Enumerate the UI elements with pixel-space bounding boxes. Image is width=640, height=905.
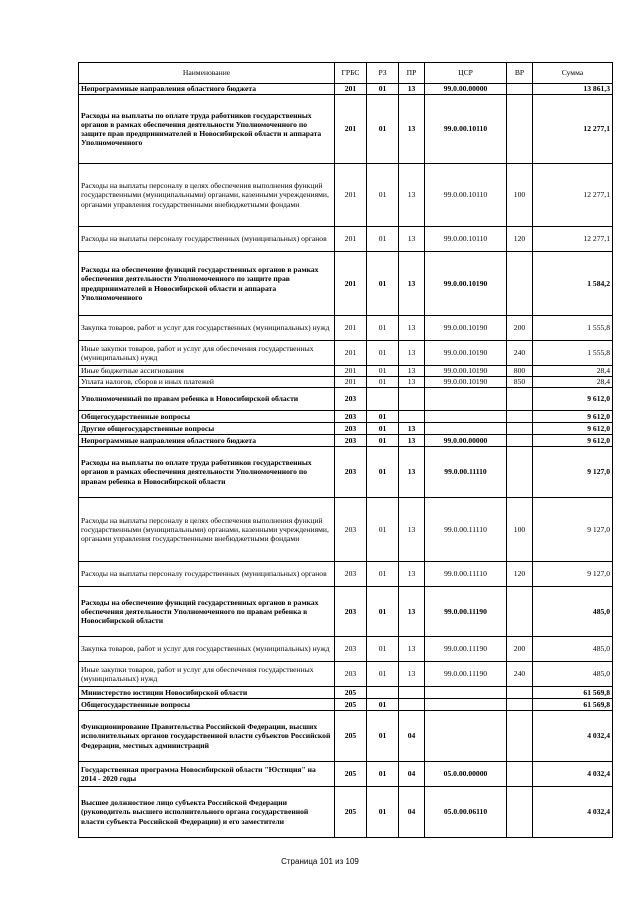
cell-grbs: 205 (335, 762, 367, 787)
cell-vr: 240 (507, 341, 533, 366)
cell-sum: 28,4 (533, 377, 613, 388)
cell-csr (425, 423, 507, 435)
cell-vr (507, 411, 533, 423)
cell-name: Расходы на выплаты персоналу государственных (муниципальных) органов (79, 562, 335, 587)
cell-sum: 4 032,4 (533, 711, 613, 762)
cell-vr (507, 435, 533, 447)
cell-name: Иные закупки товаров, работ и услуг для обеспечения государственных (муниципальных) нужд (79, 341, 335, 366)
page-footer: Страница 101 из 109 (281, 857, 359, 866)
cell-rz: 01 (367, 377, 399, 388)
cell-sum: 12 277,1 (533, 95, 613, 164)
cell-sum: 4 032,4 (533, 762, 613, 787)
cell-name: Закупка товаров, работ и услуг для государственных (муниципальных) нужд (79, 316, 335, 341)
table-row (79, 388, 613, 411)
cell-name: Расходы на выплаты по оплате труда работников государственных органов в рамках обеспечения деятельности Уполномоченного по защите прав предпринимателей в Новосибирской области и аппарата Уполномоченного (79, 95, 335, 164)
cell-csr: 99.0.00.11110 (425, 562, 507, 587)
table-header-row (79, 63, 613, 84)
cell-rz: 01 (367, 164, 399, 227)
cell-rz: 01 (367, 95, 399, 164)
cell-sum: 12 277,1 (533, 227, 613, 252)
cell-sum: 1 584,2 (533, 252, 613, 316)
cell-sum: 9 612,0 (533, 435, 613, 447)
table-row (79, 435, 613, 447)
cell-pr: 13 (399, 84, 425, 95)
cell-grbs: 201 (335, 341, 367, 366)
header-name: Наименование (79, 63, 335, 84)
cell-rz: 01 (367, 498, 399, 562)
table-row (79, 164, 613, 227)
table-row (79, 423, 613, 435)
cell-csr: 99.0.00.10190 (425, 377, 507, 388)
cell-grbs: 201 (335, 252, 367, 316)
cell-rz: 01 (367, 711, 399, 762)
cell-pr: 13 (399, 498, 425, 562)
cell-pr: 13 (399, 447, 425, 498)
cell-rz: 01 (367, 637, 399, 662)
cell-sum: 28,4 (533, 366, 613, 377)
cell-pr: 13 (399, 662, 425, 687)
cell-pr: 13 (399, 366, 425, 377)
cell-csr (425, 411, 507, 423)
cell-rz: 01 (367, 341, 399, 366)
cell-sum: 9 127,0 (533, 562, 613, 587)
cell-csr: 05.0.00.00000 (425, 762, 507, 787)
cell-csr: 99.0.00.11190 (425, 587, 507, 637)
cell-grbs: 203 (335, 435, 367, 447)
cell-rz: 01 (367, 316, 399, 341)
table-row (79, 587, 613, 637)
cell-vr (507, 711, 533, 762)
cell-grbs: 203 (335, 587, 367, 637)
cell-pr: 13 (399, 435, 425, 447)
cell-sum: 61 569,8 (533, 699, 613, 711)
cell-name: Общегосударственные вопросы (79, 699, 335, 711)
cell-csr: 99.0.00.10190 (425, 366, 507, 377)
budget-table (78, 62, 613, 838)
cell-csr: 99.0.00.00000 (425, 84, 507, 95)
table-row (79, 787, 613, 838)
cell-rz: 01 (367, 423, 399, 435)
cell-name: Расходы на выплаты персоналу в целях обеспечения выполнения функций государственными (муниципальными) органами, казенными учреждениями, органами управления государственными внебюджетными фондами (79, 164, 335, 227)
cell-pr: 04 (399, 711, 425, 762)
cell-csr: 05.0.00.06110 (425, 787, 507, 838)
cell-csr: 99.0.00.11190 (425, 637, 507, 662)
table-row (79, 662, 613, 687)
cell-rz: 01 (367, 447, 399, 498)
cell-vr (507, 687, 533, 699)
cell-grbs: 203 (335, 662, 367, 687)
cell-vr (507, 762, 533, 787)
table-row (79, 252, 613, 316)
cell-sum: 12 277,1 (533, 164, 613, 227)
cell-name: Закупка товаров, работ и услуг для государственных (муниципальных) нужд (79, 637, 335, 662)
cell-grbs: 203 (335, 411, 367, 423)
cell-name: Расходы на выплаты персоналу в целях обеспечения выполнения функций государственными (муниципальными) органами, казенными учреждениями, органами управления государственными внебюджетными фондами (79, 498, 335, 562)
table-row (79, 447, 613, 498)
cell-vr: 100 (507, 164, 533, 227)
cell-name: Высшее должностное лицо субъекта Российской Федерации (руководитель высшего исполнительного органа государственной власти субъекта Российской Федерации) и его заместители (79, 787, 335, 838)
cell-grbs: 203 (335, 637, 367, 662)
table-row (79, 687, 613, 699)
cell-vr (507, 95, 533, 164)
cell-rz (367, 388, 399, 411)
cell-vr (507, 84, 533, 95)
cell-rz: 01 (367, 662, 399, 687)
cell-rz: 01 (367, 435, 399, 447)
cell-grbs: 201 (335, 366, 367, 377)
cell-grbs: 203 (335, 388, 367, 411)
cell-pr: 13 (399, 227, 425, 252)
cell-name: Иные бюджетные ассигнования (79, 366, 335, 377)
cell-grbs: 203 (335, 562, 367, 587)
cell-name: Министерство юстиции Новосибирской области (79, 687, 335, 699)
cell-name: Уполномоченный по правам ребенка в Новосибирской области (79, 388, 335, 411)
cell-csr: 99.0.00.10110 (425, 95, 507, 164)
cell-pr: 13 (399, 377, 425, 388)
cell-grbs: 201 (335, 95, 367, 164)
cell-sum: 9 127,0 (533, 447, 613, 498)
cell-sum: 61 569,8 (533, 687, 613, 699)
cell-vr: 120 (507, 227, 533, 252)
table-row (79, 316, 613, 341)
table-row (79, 562, 613, 587)
cell-csr: 99.0.00.11110 (425, 498, 507, 562)
cell-name: Непрограммные направления областного бюджета (79, 435, 335, 447)
cell-csr: 99.0.00.10190 (425, 341, 507, 366)
cell-vr (507, 787, 533, 838)
header-grbs: ГРБС (335, 63, 367, 84)
cell-grbs: 203 (335, 447, 367, 498)
cell-sum: 13 861,3 (533, 84, 613, 95)
cell-grbs: 205 (335, 699, 367, 711)
cell-rz: 01 (367, 366, 399, 377)
cell-grbs: 201 (335, 227, 367, 252)
table-row (79, 711, 613, 762)
cell-vr: 200 (507, 637, 533, 662)
cell-pr: 13 (399, 316, 425, 341)
cell-pr: 13 (399, 341, 425, 366)
cell-sum: 1 555,8 (533, 341, 613, 366)
cell-sum: 485,0 (533, 587, 613, 637)
cell-rz: 01 (367, 699, 399, 711)
cell-rz: 01 (367, 411, 399, 423)
header-rz: РЗ (367, 63, 399, 84)
header-vr: ВР (507, 63, 533, 84)
cell-name: Расходы на обеспечение функций государственных органов в рамках обеспечения деятельности Уполномоченного по правам ребенка в Новосибирской области (79, 587, 335, 637)
table-row (79, 762, 613, 787)
cell-sum: 9 612,0 (533, 411, 613, 423)
cell-sum: 485,0 (533, 637, 613, 662)
cell-pr: 13 (399, 252, 425, 316)
cell-sum: 9 127,0 (533, 498, 613, 562)
cell-rz (367, 687, 399, 699)
table-row (79, 227, 613, 252)
cell-rz: 01 (367, 84, 399, 95)
cell-pr: 13 (399, 637, 425, 662)
cell-pr (399, 411, 425, 423)
cell-name: Расходы на выплаты по оплате труда работников государственных органов в рамках обеспечения деятельности Уполномоченного по правам ребенка в Новосибирской области (79, 447, 335, 498)
cell-csr (425, 699, 507, 711)
cell-csr: 99.0.00.10110 (425, 164, 507, 227)
cell-name: Расходы на обеспечение функций государственных органов в рамках обеспечения деятельности Уполномоченного по защите прав предпринимателей в Новосибирской области и аппарата Уполномоченного (79, 252, 335, 316)
cell-pr (399, 687, 425, 699)
cell-csr: 99.0.00.10110 (425, 227, 507, 252)
cell-name: Другие общегосударственные вопросы (79, 423, 335, 435)
cell-vr (507, 252, 533, 316)
cell-grbs: 205 (335, 787, 367, 838)
cell-grbs: 203 (335, 498, 367, 562)
cell-vr: 850 (507, 377, 533, 388)
cell-rz: 01 (367, 787, 399, 838)
cell-vr (507, 699, 533, 711)
cell-name: Непрограммные направления областного бюджета (79, 84, 335, 95)
cell-vr: 100 (507, 498, 533, 562)
cell-name: Государственная программа Новосибирской области "Юстиция" на 2014 - 2020 годы (79, 762, 335, 787)
cell-grbs: 205 (335, 687, 367, 699)
cell-csr (425, 388, 507, 411)
cell-name: Расходы на выплаты персоналу государственных (муниципальных) органов (79, 227, 335, 252)
cell-csr: 99.0.00.10190 (425, 252, 507, 316)
header-pr: ПР (399, 63, 425, 84)
cell-csr (425, 687, 507, 699)
cell-rz: 01 (367, 252, 399, 316)
cell-name: Общегосударственные вопросы (79, 411, 335, 423)
cell-grbs: 203 (335, 423, 367, 435)
cell-pr: 13 (399, 587, 425, 637)
cell-pr (399, 388, 425, 411)
cell-vr (507, 423, 533, 435)
cell-rz: 01 (367, 227, 399, 252)
cell-vr: 240 (507, 662, 533, 687)
cell-vr: 120 (507, 562, 533, 587)
header-sum: Сумма (533, 63, 613, 84)
cell-csr: 99.0.00.00000 (425, 435, 507, 447)
cell-grbs: 205 (335, 711, 367, 762)
cell-sum: 4 032,4 (533, 787, 613, 838)
cell-sum: 485,0 (533, 662, 613, 687)
cell-rz: 01 (367, 762, 399, 787)
cell-csr: 99.0.00.11190 (425, 662, 507, 687)
cell-pr: 13 (399, 164, 425, 227)
table-row (79, 84, 613, 95)
cell-sum: 9 612,0 (533, 423, 613, 435)
table-row (79, 341, 613, 366)
cell-grbs: 201 (335, 84, 367, 95)
cell-name: Уплата налогов, сборов и иных платежей (79, 377, 335, 388)
cell-grbs: 201 (335, 316, 367, 341)
cell-name: Функционирование Правительства Российской Федерации, высших исполнительных органов государственной власти субъектов Российской Федерации, местных администраций (79, 711, 335, 762)
table-row (79, 411, 613, 423)
table-row (79, 95, 613, 164)
cell-grbs: 201 (335, 164, 367, 227)
cell-csr (425, 711, 507, 762)
cell-pr: 13 (399, 562, 425, 587)
cell-vr (507, 447, 533, 498)
cell-vr: 800 (507, 366, 533, 377)
cell-name: Иные закупки товаров, работ и услуг для обеспечения государственных (муниципальных) нужд (79, 662, 335, 687)
cell-vr (507, 587, 533, 637)
cell-pr: 04 (399, 787, 425, 838)
cell-sum: 1 555,8 (533, 316, 613, 341)
cell-rz: 01 (367, 562, 399, 587)
cell-pr: 13 (399, 95, 425, 164)
cell-grbs: 201 (335, 377, 367, 388)
cell-pr: 13 (399, 423, 425, 435)
cell-csr: 99.0.00.11110 (425, 447, 507, 498)
cell-rz: 01 (367, 587, 399, 637)
table-row (79, 377, 613, 388)
table-row (79, 699, 613, 711)
cell-pr (399, 699, 425, 711)
cell-csr: 99.0.00.10190 (425, 316, 507, 341)
table-row (79, 498, 613, 562)
cell-vr (507, 388, 533, 411)
cell-vr: 200 (507, 316, 533, 341)
header-csr: ЦСР (425, 63, 507, 84)
table-row (79, 637, 613, 662)
cell-pr: 04 (399, 762, 425, 787)
cell-sum: 9 612,0 (533, 388, 613, 411)
table-row (79, 366, 613, 377)
